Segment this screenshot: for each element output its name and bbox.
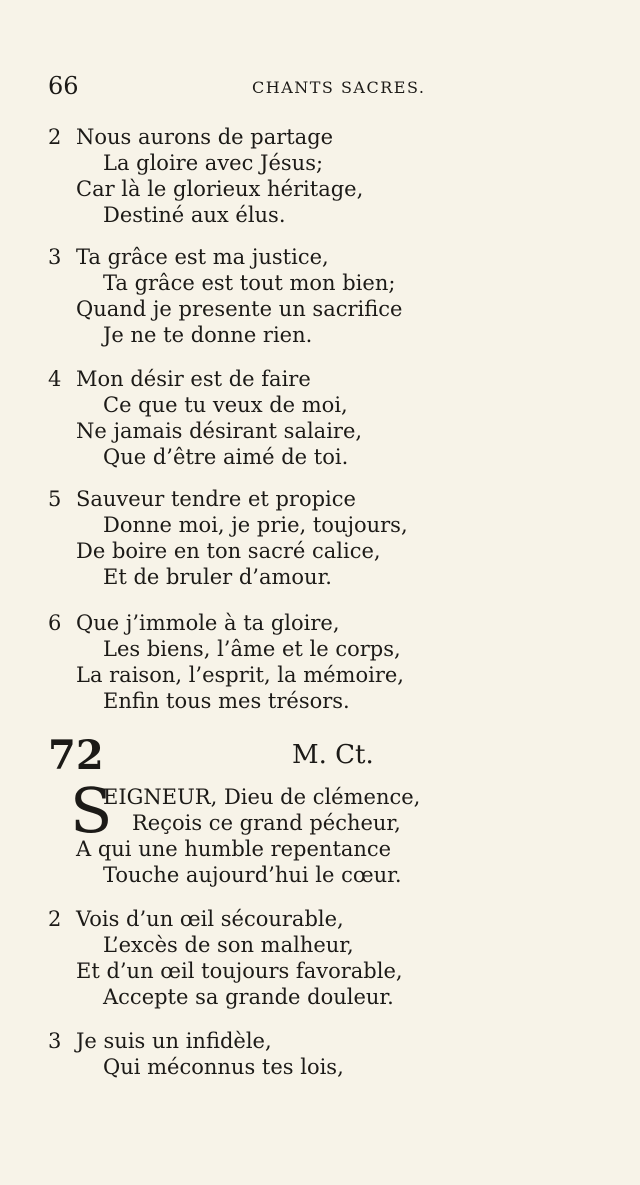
verse-line: Touche aujourd’hui le cœur. <box>103 863 402 887</box>
verse-line: Ta grâce est tout mon bien; <box>103 271 396 295</box>
verse-line: Accepte sa grande douleur. <box>103 985 394 1009</box>
verse-line: Destiné aux élus. <box>103 203 286 227</box>
verse-line: Que d’être aimé de toi. <box>103 445 349 469</box>
verse-line: Je ne te donne rien. <box>103 323 313 347</box>
verse-line: De boire en ton sacré calice, <box>76 539 381 563</box>
stanza-number: 5 <box>48 487 62 511</box>
verse-line: Qui méconnus tes lois, <box>103 1055 344 1079</box>
verse-line: Donne moi, je prie, toujours, <box>103 513 408 537</box>
verse-line: Ce que tu veux de moi, <box>103 393 348 417</box>
verse-line: Et de bruler d’amour. <box>103 565 332 589</box>
verse-line: Vois d’un œil sécourable, <box>76 907 344 931</box>
verse-line: Reçois ce grand pécheur, <box>132 811 401 835</box>
verse-line: Enfin tous mes trésors. <box>103 689 350 713</box>
verse-line: Car là le glorieux héritage, <box>76 177 364 201</box>
drop-cap: S <box>70 774 113 847</box>
stanza-number: 4 <box>48 367 62 391</box>
verse-line: Sauveur tendre et propice <box>76 487 356 511</box>
verse-line: A qui une humble repentance <box>76 837 392 861</box>
verse-line: Mon désir est de faire <box>76 367 311 391</box>
verse-line: Quand je presente un sacrifice <box>76 297 403 321</box>
stanza-number: 2 <box>48 125 62 149</box>
verse-line: La raison, l’esprit, la mémoire, <box>76 663 404 687</box>
stanza-number: 3 <box>48 1029 62 1053</box>
stanza-number: 2 <box>48 907 62 931</box>
verse-line: La gloire avec Jésus; <box>103 151 324 175</box>
verse-line: Les biens, l’âme et le corps, <box>103 637 401 661</box>
verse-line: Ta grâce est ma justice, <box>76 245 329 269</box>
running-title: CHANTS SACRES. <box>252 78 426 97</box>
stanza-number: 3 <box>48 245 62 269</box>
verse-line: Nous aurons de partage <box>76 125 334 149</box>
verse-line: L’excès de son malheur, <box>103 933 354 957</box>
page-number: 66 <box>48 72 79 100</box>
hymn-number: 72 <box>48 732 104 779</box>
stanza-number: 6 <box>48 611 62 635</box>
verse-line: Je suis un infidèle, <box>76 1029 272 1053</box>
page-header <box>0 72 640 102</box>
verse-line: Ne jamais désirant salaire, <box>76 419 363 443</box>
verse-line: Et d’un œil toujours favorable, <box>76 959 403 983</box>
verse-line: EIGNEUR, Dieu de clémence, <box>103 785 421 809</box>
hymn-meter: M. Ct. <box>292 740 374 770</box>
verse-line: Que j’immole à ta gloire, <box>76 611 340 635</box>
